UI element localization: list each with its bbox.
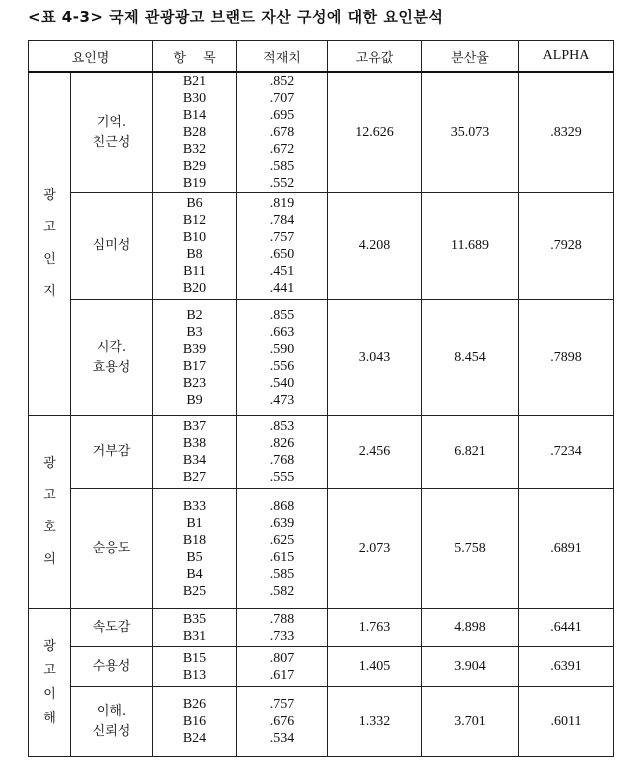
factor-name-line: 이해. <box>96 703 127 719</box>
category-cell <box>29 416 71 609</box>
category-char: 고 <box>43 488 56 503</box>
category-char: 호 <box>43 520 56 535</box>
item-code: B18 <box>182 532 207 548</box>
loading-value: .678 <box>269 125 295 140</box>
variance-cell: 3.904 <box>422 647 519 687</box>
item-code: B13 <box>182 667 207 683</box>
factor-name-cell <box>71 193 153 300</box>
loading-value: .672 <box>269 142 295 157</box>
loading-value: .534 <box>269 731 295 746</box>
loading-value: .768 <box>269 453 295 468</box>
item-code: B20 <box>182 281 207 296</box>
loading-value: .826 <box>269 436 295 451</box>
loading-value: .676 <box>269 714 295 729</box>
factor-name-line: 거부감 <box>92 444 131 459</box>
item-code: B37 <box>182 419 207 434</box>
factor-name-line: 신뢰성 <box>92 723 131 739</box>
alpha-cell: .6011 <box>519 687 614 757</box>
loading-value: .663 <box>269 324 295 340</box>
item-code: B23 <box>182 375 207 391</box>
eigen-value-cell: 1.405 <box>328 647 422 687</box>
loading-value: .585 <box>269 566 295 582</box>
loading-value: .617 <box>269 667 295 683</box>
variance-cell: 11.689 <box>422 193 519 300</box>
header-eigen: 고유값 <box>328 41 422 73</box>
category-char: 해 <box>43 710 56 726</box>
loadings-cell <box>237 193 328 300</box>
category-char: 의 <box>43 552 56 567</box>
item-code: B5 <box>186 549 203 565</box>
eigen-value-cell: 2.456 <box>328 416 422 489</box>
item-code: B33 <box>182 498 207 514</box>
item-code: B38 <box>182 436 207 451</box>
item-code: B28 <box>182 125 207 140</box>
loading-value: .855 <box>269 307 295 323</box>
item-code: B21 <box>182 74 207 89</box>
item-code: B4 <box>186 566 203 582</box>
eigen-value-cell: 12.626 <box>328 72 422 193</box>
header-row <box>29 41 614 73</box>
category-char: 고 <box>43 662 56 678</box>
table-row <box>29 609 614 647</box>
variance-cell: 8.454 <box>422 300 519 416</box>
loading-value: .784 <box>269 213 295 228</box>
item-code: B9 <box>186 392 203 408</box>
alpha-cell: .7928 <box>519 193 614 300</box>
category-char: 지 <box>43 284 56 299</box>
loading-value: .868 <box>269 498 295 514</box>
header-item: 항 목 <box>153 41 237 73</box>
category-char: 이 <box>43 686 56 702</box>
variance-cell: 5.758 <box>422 489 519 609</box>
variance-cell: 4.898 <box>422 609 519 647</box>
factor-name-line: 수용성 <box>92 658 131 674</box>
header-alpha: ALPHA <box>519 41 614 73</box>
items-cell <box>153 300 237 416</box>
item-code: B16 <box>182 714 207 729</box>
item-code: B31 <box>182 628 207 644</box>
variance-cell: 35.073 <box>422 72 519 193</box>
item-code: B8 <box>186 247 203 262</box>
alpha-cell: .7898 <box>519 300 614 416</box>
factor-name-line: 친근성 <box>92 134 131 150</box>
table-body <box>29 72 614 757</box>
loading-value: .556 <box>269 358 295 374</box>
eigen-value-cell: 2.073 <box>328 489 422 609</box>
item-code: B3 <box>186 324 203 340</box>
category-char: 광 <box>43 638 56 654</box>
factor-name-cell <box>71 72 153 193</box>
loading-value: .615 <box>269 549 295 565</box>
item-code: B35 <box>182 611 207 627</box>
loading-value: .788 <box>269 611 295 627</box>
table-caption: <표 4-3> 국제 관광광고 브랜드 자산 구성에 대한 요인분석 <box>28 8 444 26</box>
loading-value: .819 <box>269 196 295 211</box>
loading-value: .757 <box>269 697 295 712</box>
category-char: 광 <box>43 456 56 471</box>
alpha-cell: .6441 <box>519 609 614 647</box>
variance-cell: 3.701 <box>422 687 519 757</box>
loading-value: .707 <box>269 91 295 106</box>
factor-name-line: 기억. <box>96 114 127 130</box>
loading-value: .807 <box>269 650 295 666</box>
table-row <box>29 647 614 687</box>
category-label <box>29 180 70 308</box>
item-code: B24 <box>182 731 207 746</box>
loading-value: .625 <box>269 532 295 548</box>
loading-value: .473 <box>269 392 295 408</box>
loading-value: .451 <box>269 264 295 279</box>
loading-value: .590 <box>269 341 295 357</box>
category-char: 인 <box>43 252 56 267</box>
loadings-cell <box>237 300 328 416</box>
loadings-cell <box>237 647 328 687</box>
loading-value: .852 <box>269 74 295 89</box>
item-code: B25 <box>182 583 207 599</box>
item-code: B17 <box>182 358 207 374</box>
alpha-cell: .6891 <box>519 489 614 609</box>
loading-value: .650 <box>269 247 295 262</box>
factor-name-cell <box>71 416 153 489</box>
factor-analysis-table <box>28 40 614 757</box>
item-code: B1 <box>186 515 203 531</box>
item-code: B15 <box>182 650 207 666</box>
items-cell <box>153 687 237 757</box>
variance-cell: 6.821 <box>422 416 519 489</box>
factor-name-cell <box>71 489 153 609</box>
item-code: B14 <box>182 108 207 123</box>
header-variance: 분산율 <box>422 41 519 73</box>
factor-name-line: 순응도 <box>92 540 131 556</box>
item-code: B32 <box>182 142 207 157</box>
loadings-cell <box>237 609 328 647</box>
item-code: B12 <box>182 213 207 228</box>
loading-value: .540 <box>269 375 295 391</box>
items-cell <box>153 647 237 687</box>
loadings-cell <box>237 687 328 757</box>
items-cell <box>153 416 237 489</box>
item-code: B34 <box>182 453 207 468</box>
table-row <box>29 72 614 193</box>
item-code: B26 <box>182 697 207 712</box>
item-code: B6 <box>186 196 203 211</box>
loading-value: .853 <box>269 419 295 434</box>
header-factor: 요인명 <box>29 41 153 73</box>
alpha-cell: .6391 <box>519 647 614 687</box>
item-code: B29 <box>182 159 207 174</box>
factor-name-line: 심미성 <box>92 238 131 253</box>
loading-value: .757 <box>269 230 295 245</box>
items-cell <box>153 609 237 647</box>
factor-name-line: 시각. <box>96 339 127 355</box>
eigen-value-cell: 1.763 <box>328 609 422 647</box>
header-loading: 적재치 <box>237 41 328 73</box>
item-code: B39 <box>182 341 207 357</box>
item-code: B11 <box>183 264 206 279</box>
alpha-cell: .8329 <box>519 72 614 193</box>
loading-value: .733 <box>269 628 295 644</box>
category-cell <box>29 609 71 757</box>
table-row <box>29 489 614 609</box>
factor-name-cell <box>71 647 153 687</box>
category-char: 고 <box>43 220 56 235</box>
loading-value: .555 <box>269 470 295 485</box>
table-row <box>29 193 614 300</box>
item-code: B10 <box>182 230 207 245</box>
loading-value: .552 <box>269 176 295 191</box>
items-cell <box>153 489 237 609</box>
eigen-value-cell: 3.043 <box>328 300 422 416</box>
item-code: B2 <box>186 307 203 323</box>
factor-name-line: 효용성 <box>92 359 131 375</box>
item-code: B19 <box>182 176 207 191</box>
eigen-value-cell: 1.332 <box>328 687 422 757</box>
table-row <box>29 416 614 489</box>
loadings-cell <box>237 489 328 609</box>
category-label <box>29 448 70 576</box>
loading-value: .441 <box>269 281 295 296</box>
item-code: B30 <box>182 91 207 106</box>
factor-name-cell <box>71 300 153 416</box>
items-cell <box>153 193 237 300</box>
category-cell <box>29 72 71 416</box>
loading-value: .582 <box>269 583 295 599</box>
factor-name-line: 속도감 <box>92 619 131 635</box>
eigen-value-cell: 4.208 <box>328 193 422 300</box>
alpha-cell: .7234 <box>519 416 614 489</box>
loadings-cell <box>237 416 328 489</box>
category-label <box>29 635 70 731</box>
category-char: 광 <box>43 188 56 203</box>
loading-value: .585 <box>269 159 295 174</box>
factor-name-cell <box>71 687 153 757</box>
loading-value: .639 <box>269 515 295 531</box>
item-code: B27 <box>182 470 207 485</box>
table-row <box>29 687 614 757</box>
loadings-cell <box>237 72 328 193</box>
loading-value: .695 <box>269 108 295 123</box>
table-row <box>29 300 614 416</box>
items-cell <box>153 72 237 193</box>
factor-name-cell <box>71 609 153 647</box>
